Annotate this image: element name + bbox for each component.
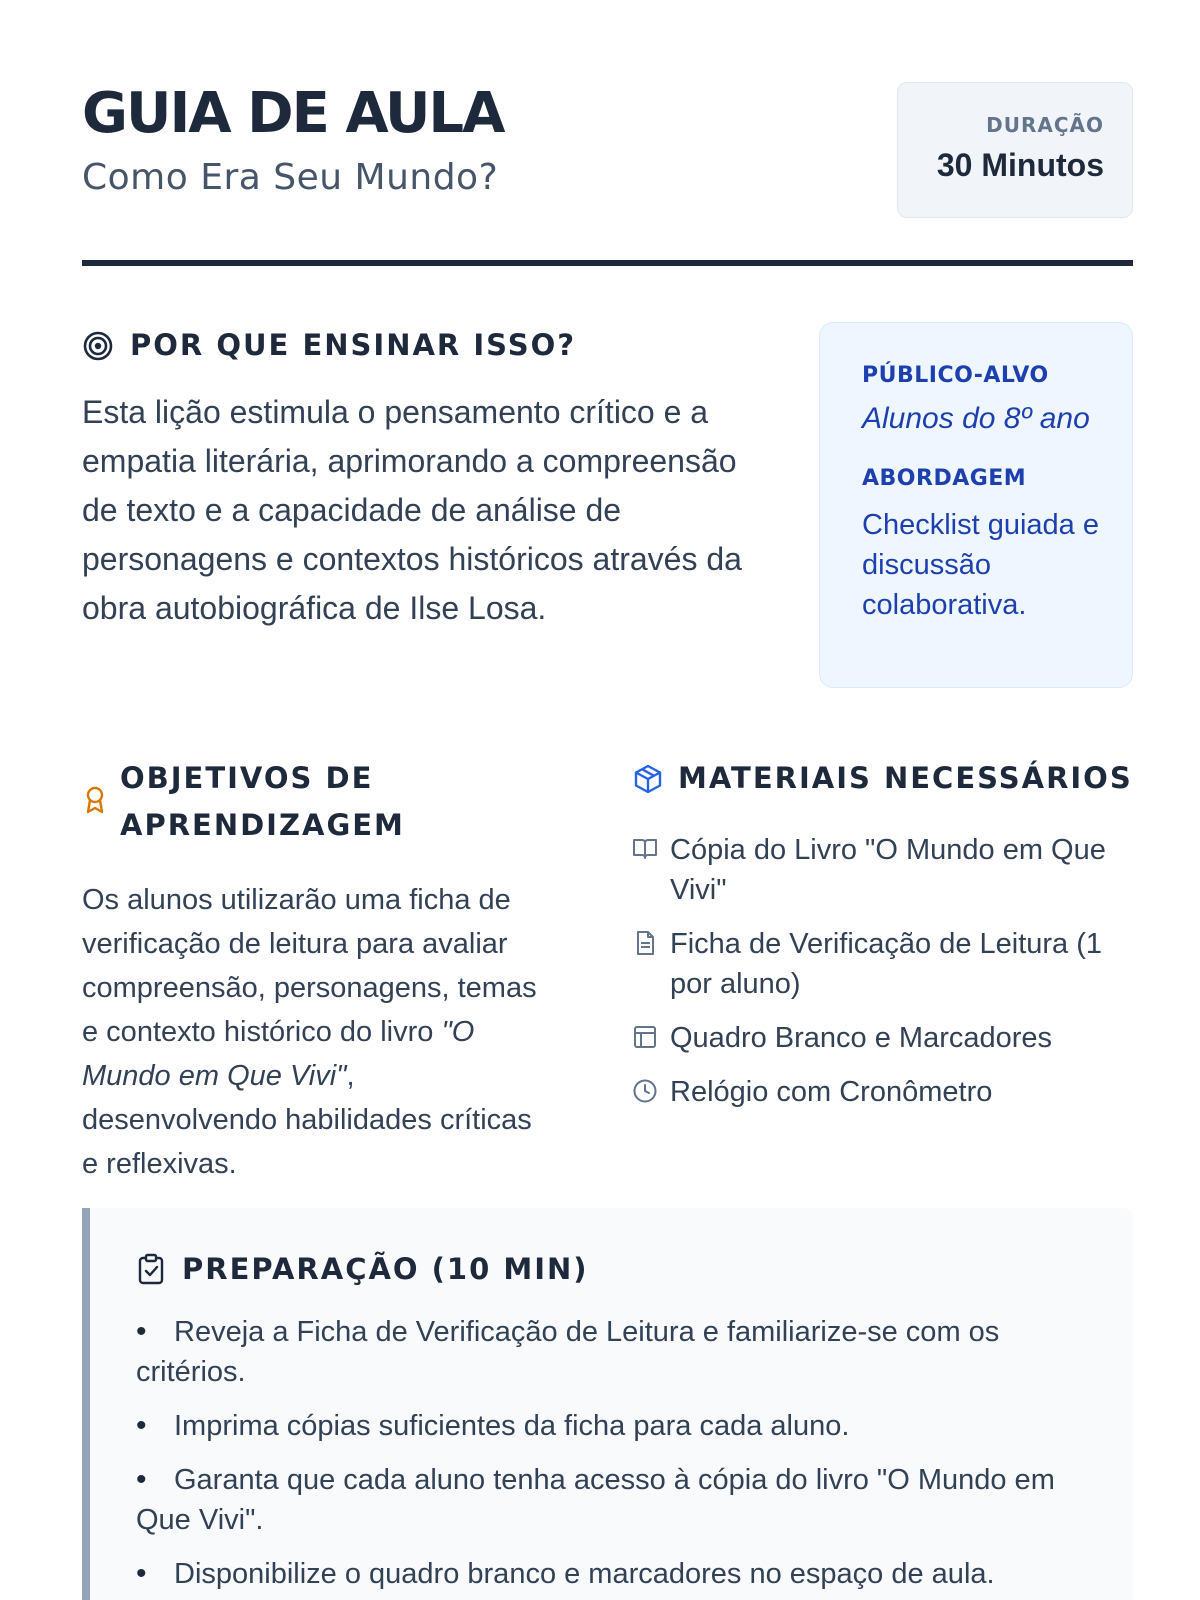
page-subtitle: Como Era Seu Mundo? bbox=[82, 157, 499, 198]
preparation-list bbox=[136, 1312, 1133, 1594]
materials-heading-row bbox=[632, 755, 1133, 802]
clock-icon bbox=[632, 1078, 658, 1104]
header-divider bbox=[82, 260, 1133, 266]
preparation-heading: PREPARAÇÃO (10 MIN) bbox=[182, 1252, 589, 1286]
list-item bbox=[632, 830, 1132, 910]
duration-label: DURAÇÃO bbox=[986, 113, 1104, 137]
materials-heading: MATERIAIS NECESSÁRIOS bbox=[678, 761, 1133, 795]
objectives-text-start: Os alunos utilizarão uma ficha de verificação de leitura para avaliar compreensão, personagens, temas e contexto histórico do livro bbox=[82, 884, 537, 1048]
approach-value: Checklist guiada e discussão colaborativa. bbox=[862, 509, 1099, 621]
target-icon bbox=[82, 330, 114, 362]
objectives-heading-row bbox=[82, 755, 582, 849]
book-icon bbox=[632, 836, 658, 862]
duration-card bbox=[897, 82, 1133, 218]
objectives-text-end: , desenvolvendo habilidades críticas e reflexivas. bbox=[82, 1060, 532, 1180]
preparation-heading-row bbox=[136, 1252, 1133, 1286]
preparation-section bbox=[82, 1208, 1133, 1600]
header bbox=[82, 80, 1133, 220]
layout-icon bbox=[632, 1024, 658, 1050]
box-icon bbox=[632, 763, 664, 795]
materials-list bbox=[632, 830, 1132, 1126]
list-item bbox=[632, 924, 1132, 1004]
material-label: Ficha de Verificação de Leitura (1 por aluno) bbox=[670, 928, 1103, 1000]
clipboard-check-icon bbox=[136, 1253, 166, 1285]
list-item bbox=[632, 1018, 1132, 1058]
why-heading-row bbox=[82, 322, 576, 369]
objectives-text bbox=[82, 878, 552, 1186]
material-label: Cópia do Livro "O Mundo em Que Vivi" bbox=[670, 834, 1106, 906]
duration-value: 30 Minutos bbox=[936, 147, 1104, 183]
material-label: Quadro Branco e Marcadores bbox=[670, 1022, 1053, 1054]
file-icon bbox=[632, 930, 658, 956]
list-item: • Garanta que cada aluno tenha acesso à cópia do livro "O Mundo em Que Vivi". bbox=[136, 1460, 1103, 1540]
page-title: GUIA DE AULA bbox=[82, 81, 504, 146]
objectives-heading: OBJETIVOS DE APRENDIZAGEM bbox=[120, 761, 405, 842]
why-text: Esta lição estimula o pensamento crítico e a empatia literária, aprimorando a compreensão de texto e a capacidade de análise de personagens e contextos históricos através da obra autobiográfica de Ilse Losa. bbox=[82, 394, 742, 626]
list-item: • Disponibilize o quadro branco e marcadores no espaço de aula. bbox=[136, 1554, 1103, 1594]
list-item: • Reveja a Ficha de Verificação de Leitura e familiarize-se com os critérios. bbox=[136, 1312, 1103, 1392]
info-card bbox=[819, 322, 1133, 688]
audience-label: PÚBLICO-ALVO bbox=[862, 363, 1049, 388]
why-heading: POR QUE ENSINAR ISSO? bbox=[130, 328, 577, 362]
list-item: • Imprima cópias suficientes da ficha para cada aluno. bbox=[136, 1406, 1103, 1446]
audience-value: Alunos do 8º ano bbox=[862, 402, 1090, 435]
approach-label: ABORDAGEM bbox=[862, 466, 1027, 491]
material-label: Relógio com Cronômetro bbox=[670, 1076, 993, 1108]
book-title: "O Mundo em Que Vivi" bbox=[82, 1016, 475, 1092]
award-icon bbox=[82, 785, 108, 815]
list-item bbox=[632, 1072, 1132, 1112]
